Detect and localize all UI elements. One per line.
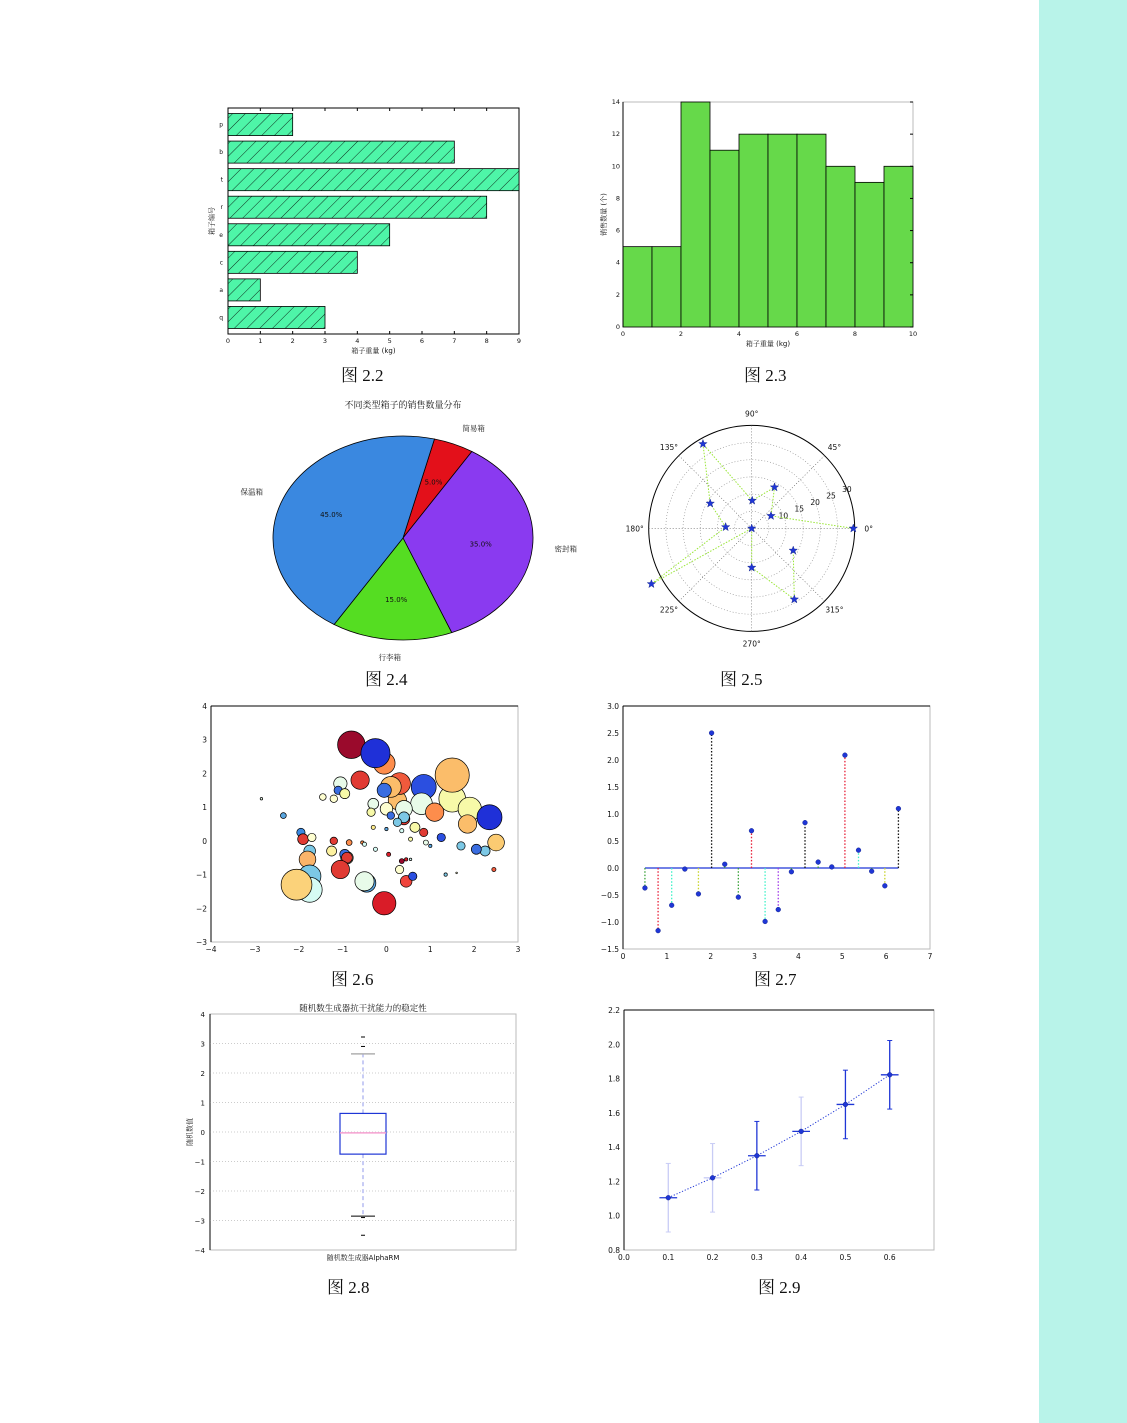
tick-label: 6 — [615, 226, 620, 235]
slice-label: 行李箱 — [378, 652, 401, 662]
bubble — [355, 872, 374, 891]
bubble — [361, 739, 390, 768]
tick-label: 3 — [322, 337, 328, 345]
bubble — [362, 842, 366, 846]
tick-label: 0.6 — [883, 1253, 896, 1262]
bubble — [368, 798, 379, 809]
tick-label: 2.2 — [608, 1006, 620, 1015]
stem-marker — [682, 867, 687, 872]
tick-label: 1 — [200, 1099, 205, 1108]
histogram-bar — [681, 102, 710, 327]
caption-figure-2-4: 图 2.4 — [365, 670, 408, 689]
tick-label: −3 — [249, 945, 261, 954]
tick-label: 1.0 — [608, 1211, 620, 1221]
caption-figure-2-3: 图 2.3 — [744, 366, 787, 385]
data-line — [651, 444, 853, 599]
tick-label: 0 — [615, 323, 620, 331]
tick-label: 2 — [200, 1070, 205, 1078]
tick-label: 0.8 — [608, 1246, 620, 1255]
y-axis-label: 销售数量 (个) — [600, 193, 608, 236]
category-label: q — [219, 314, 223, 322]
tick-label: 4 — [736, 330, 742, 338]
stem-marker — [669, 903, 674, 908]
bubble — [426, 803, 444, 821]
tick-label: 10 — [908, 330, 918, 338]
stem-marker — [856, 848, 861, 853]
bar — [228, 169, 519, 191]
bubble — [308, 833, 316, 841]
tick-label: 4 — [202, 702, 207, 711]
tick-label: 12 — [611, 130, 620, 139]
bubble — [410, 822, 420, 832]
tick-label: 0.1 — [662, 1253, 675, 1262]
angle-label: 135° — [659, 443, 679, 453]
tick-label: 1.6 — [608, 1108, 620, 1118]
data-marker — [754, 1153, 759, 1158]
bubble — [409, 858, 411, 860]
angle-label: 0° — [864, 524, 873, 534]
bubble — [471, 844, 481, 854]
y-axis-label: 箱子编号 — [208, 207, 216, 235]
x-axis-label: 箱子重量 (kg) — [745, 340, 791, 348]
chart-title: 不同类型箱子的销售数量分布 — [344, 401, 462, 411]
tick-label: 1 — [258, 337, 263, 345]
tick-label: 8 — [484, 337, 489, 345]
tick-label: 2 — [202, 769, 207, 779]
tick-label: 2.0 — [608, 1040, 620, 1050]
tick-label: −1 — [195, 870, 207, 880]
stem-marker — [656, 928, 661, 933]
tick-label: 0.4 — [795, 1253, 808, 1262]
bubble — [373, 892, 396, 915]
histogram-bar — [768, 134, 797, 327]
bubble — [458, 815, 476, 833]
data-marker — [799, 1129, 804, 1134]
tick-label: −0.5 — [600, 891, 619, 900]
slice-label: 密封箱 — [554, 544, 578, 554]
plot-frame — [623, 706, 930, 949]
angle-label: 45° — [827, 443, 842, 453]
category-label: b — [219, 149, 223, 157]
tick-label: 2 — [615, 290, 620, 299]
bubble — [387, 812, 394, 819]
bar — [228, 306, 325, 328]
bubble — [371, 825, 375, 829]
bubble — [351, 771, 369, 789]
bubble — [377, 783, 391, 797]
tick-label: 1 — [427, 945, 433, 954]
tick-label: 6 — [883, 952, 889, 961]
tick-label: 1 — [664, 952, 670, 961]
tick-label: 0 — [620, 952, 626, 961]
category-label: c — [219, 259, 223, 267]
stem-marker — [896, 806, 901, 811]
stem-marker — [869, 869, 874, 874]
figure-2-4-pie-chart — [235, 390, 580, 660]
angular-gridline — [752, 528, 825, 601]
tick-label: 0 — [384, 945, 389, 954]
slice-percent: 5.0% — [424, 478, 443, 487]
bar — [228, 224, 390, 246]
angle-label: 225° — [659, 605, 679, 615]
category-label: e — [219, 231, 223, 239]
box-plot-svg — [170, 998, 530, 1266]
bubble — [400, 829, 404, 833]
bubble — [373, 847, 377, 851]
tick-label: 2 — [471, 945, 477, 954]
pie-chart-svg — [235, 390, 580, 660]
slice-percent: 45.0% — [320, 511, 343, 520]
page-side-strip — [1039, 0, 1127, 1423]
tick-label: 2 — [290, 337, 295, 345]
tick-label: 5 — [387, 337, 392, 345]
tick-label: −1.5 — [600, 945, 619, 954]
tick-label: 0.0 — [607, 864, 619, 873]
slice-label: 简易箱 — [462, 424, 485, 434]
bubble — [408, 837, 412, 841]
histogram-bar — [826, 166, 855, 327]
tick-label: 0.2 — [706, 1253, 719, 1262]
tick-label: 8 — [852, 330, 858, 338]
star-marker — [721, 523, 729, 531]
figure-2-8-box-plot — [170, 998, 530, 1266]
bubble — [399, 859, 404, 864]
tick-label: 0.5 — [607, 837, 619, 846]
stem-marker — [789, 869, 794, 874]
angular-gridline — [679, 528, 752, 601]
tick-label: −4 — [205, 945, 217, 954]
tick-label: −2 — [195, 904, 207, 914]
bubble — [331, 860, 349, 878]
stem-marker — [643, 886, 648, 891]
radial-label: 20 — [810, 498, 820, 508]
stem-marker — [816, 860, 821, 865]
bubble — [435, 758, 469, 792]
radial-label: 15 — [794, 504, 805, 514]
star-marker — [706, 499, 714, 507]
slice-percent: 15.0% — [385, 595, 408, 604]
bubble — [492, 867, 496, 871]
category-label: t — [220, 176, 223, 184]
tick-label: 9 — [516, 337, 522, 345]
tick-label: 3.0 — [607, 702, 619, 711]
plot-frame — [624, 1010, 934, 1250]
bubble — [330, 795, 337, 802]
stem-marker — [776, 907, 781, 912]
tick-label: 1 — [202, 803, 207, 813]
bubble — [387, 852, 391, 856]
x-axis-label: 随机数生成器AlphaRM — [326, 1254, 400, 1262]
tick-label: 0 — [225, 337, 231, 345]
tick-label: 1.5 — [607, 783, 619, 792]
star-marker — [767, 511, 775, 519]
angle-label: 315° — [825, 605, 844, 615]
bubble — [298, 834, 309, 845]
histogram-bar — [652, 247, 681, 327]
tick-label: 0 — [202, 836, 207, 846]
bubble — [320, 794, 327, 801]
tick-label: 3 — [202, 735, 207, 745]
caption-figure-2-5: 图 2.5 — [720, 670, 763, 689]
bubble-chart-svg — [195, 700, 530, 960]
bubble — [423, 840, 428, 845]
histogram-bar — [623, 247, 652, 327]
histogram-bar — [855, 182, 884, 327]
tick-label: −1.0 — [600, 918, 619, 927]
data-marker — [843, 1102, 848, 1107]
radial-label: 25 — [826, 491, 836, 501]
tick-label: 8 — [615, 194, 620, 203]
bubble — [477, 805, 502, 830]
tick-label: −2 — [293, 945, 305, 954]
tick-label: 14 — [611, 98, 620, 106]
tick-label: −1 — [194, 1158, 205, 1167]
tick-label: 4 — [355, 337, 360, 345]
bubble — [444, 873, 447, 876]
bar — [228, 141, 454, 163]
star-marker — [849, 524, 857, 532]
tick-label: 3 — [515, 945, 521, 954]
slice-percent: 35.0% — [469, 540, 492, 549]
bubble — [395, 865, 403, 873]
bar — [228, 251, 357, 273]
bar-chart-svg — [200, 95, 530, 360]
bubble — [480, 846, 490, 856]
caption-figure-2-7: 图 2.7 — [754, 970, 797, 989]
stem-marker — [882, 883, 887, 888]
tick-label: 0 — [620, 330, 626, 338]
histogram-svg — [595, 95, 925, 355]
stem-marker — [696, 892, 701, 897]
bar — [228, 114, 293, 136]
stem-plot-svg — [590, 698, 935, 960]
polar-chart-svg — [605, 390, 895, 665]
tick-label: 4 — [796, 952, 801, 961]
tick-label: −1 — [337, 945, 349, 954]
bubble — [281, 869, 312, 900]
bar — [228, 196, 487, 218]
tick-label: 0.5 — [839, 1253, 852, 1262]
tick-label: 4 — [200, 1011, 205, 1019]
tick-label: 1.8 — [608, 1074, 620, 1084]
caption-figure-2-8: 图 2.8 — [327, 1278, 370, 1297]
bubble — [385, 827, 388, 830]
slice-label: 保温箱 — [240, 487, 263, 497]
chart-title: 随机数生成器抗干扰能力的稳定性 — [299, 1004, 427, 1014]
stem-marker — [843, 753, 848, 758]
tick-label: 3 — [752, 952, 757, 961]
tick-label: −4 — [194, 1247, 205, 1255]
category-label: p — [219, 121, 223, 129]
tick-label: 5 — [839, 952, 845, 961]
bubble — [330, 837, 337, 844]
tick-label: 6 — [419, 337, 425, 345]
stem-marker — [722, 862, 727, 867]
tick-label: 2 — [708, 952, 714, 961]
histogram-bar — [739, 134, 768, 327]
bubble — [340, 789, 350, 799]
stem-marker — [763, 919, 768, 924]
tick-label: 4 — [615, 258, 620, 267]
data-marker — [710, 1175, 715, 1180]
category-label: r — [220, 204, 223, 212]
y-axis-label: 随机数值 — [186, 1118, 194, 1146]
tick-label: 7 — [452, 337, 457, 345]
tick-label: 6 — [794, 330, 800, 338]
stem-marker — [749, 828, 754, 833]
bubble — [420, 828, 428, 836]
stem-marker — [736, 895, 741, 900]
tick-label: 2.5 — [607, 729, 619, 738]
stem-marker — [803, 820, 808, 825]
errorbar-chart-svg — [595, 1000, 940, 1270]
bubble — [346, 840, 352, 846]
figure-2-3-histogram — [595, 95, 925, 355]
figure-2-5-polar-chart — [605, 390, 895, 665]
angle-label: 180° — [625, 524, 644, 534]
category-label: a — [219, 286, 223, 294]
star-marker — [647, 580, 655, 588]
bubble — [437, 833, 445, 841]
tick-label: 1.4 — [608, 1143, 620, 1153]
star-marker — [748, 524, 756, 532]
tick-label: −2 — [194, 1188, 205, 1196]
tick-label: −3 — [195, 938, 207, 947]
radial-label: 10 — [778, 511, 789, 521]
tick-label: 2.0 — [607, 756, 619, 765]
bubble — [404, 858, 407, 861]
bubble — [409, 872, 417, 880]
bubble — [429, 844, 432, 847]
radial-label: 30 — [842, 484, 852, 494]
angle-label: 270° — [742, 639, 761, 649]
data-marker — [887, 1072, 892, 1077]
tick-label: 1.2 — [608, 1177, 620, 1187]
histogram-bar — [710, 150, 739, 327]
stem-marker — [829, 865, 834, 870]
tick-label: 1.0 — [607, 810, 619, 819]
figure-2-6-bubble-chart — [195, 700, 530, 960]
bubble — [456, 872, 458, 874]
bubble — [280, 813, 286, 819]
angle-label: 90° — [745, 409, 759, 419]
histogram-bar — [797, 134, 826, 327]
bubble — [488, 834, 505, 851]
star-marker — [770, 483, 778, 491]
tick-label: −3 — [194, 1217, 205, 1226]
tick-label: 0.3 — [750, 1253, 763, 1262]
histogram-bar — [884, 166, 913, 327]
bubble — [327, 846, 337, 856]
star-marker — [790, 595, 798, 603]
bubble — [367, 808, 375, 816]
x-axis-label: 箱子重量 (kg) — [351, 347, 396, 355]
caption-figure-2-9: 图 2.9 — [758, 1278, 801, 1297]
figure-2-7-stem-plot — [590, 698, 935, 960]
tick-label: 7 — [927, 952, 933, 961]
tick-label: 0.0 — [618, 1253, 630, 1262]
caption-figure-2-6: 图 2.6 — [331, 970, 374, 989]
figure-2-2-bar-chart — [200, 95, 530, 360]
star-marker — [699, 440, 707, 448]
angular-gridline — [679, 456, 752, 529]
figure-2-9-errorbar-chart — [595, 1000, 940, 1270]
bar — [228, 279, 260, 301]
bubble — [457, 842, 465, 850]
tick-label: 0 — [200, 1129, 205, 1137]
tick-label: 2 — [678, 330, 684, 338]
bubble — [393, 818, 401, 826]
tick-label: 10 — [611, 162, 620, 171]
caption-figure-2-2: 图 2.2 — [341, 366, 384, 385]
tick-label: 3 — [200, 1040, 205, 1049]
stem-marker — [709, 731, 714, 736]
data-marker — [666, 1195, 671, 1200]
bubble — [260, 797, 262, 799]
